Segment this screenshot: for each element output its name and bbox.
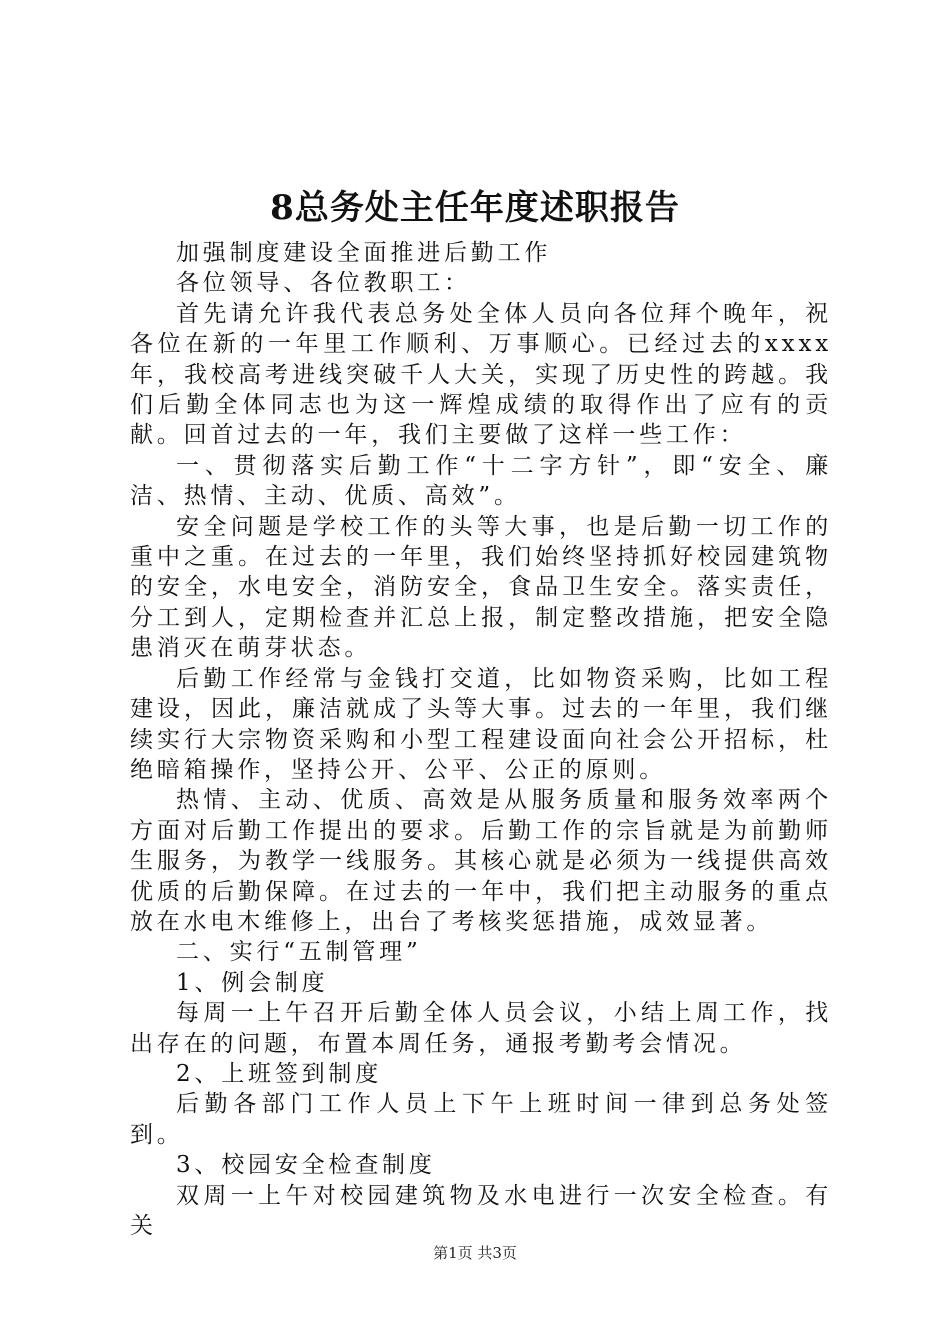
body-paragraph: 热情、主动、优质、高效是从服务质量和服务效率两个方面对后勤工作提出的要求。后勤工作的宗旨就是为前勤师生服务，为教学一线服务。其核心就是必须为一线提供高效优质的后勤保障。在过去的一年中，我们把主动服务的重点放在水电木维修上，出台了考核奖惩措施，成效显著。 bbox=[130, 787, 832, 935]
body-paragraph: 双周一上午对校园建筑物及水电进行一次安全检查。有关 bbox=[130, 1182, 832, 1239]
subsection-heading: 2、上班签到制度 bbox=[176, 1060, 383, 1087]
subsection-heading: 3、校园安全检查制度 bbox=[176, 1152, 436, 1179]
page-number-footer: 第1页 共3页 bbox=[433, 1244, 517, 1262]
subtitle-paragraph: 加强制度建设全面推进后勤工作 bbox=[176, 240, 552, 266]
subsection-heading: 1、例会制度 bbox=[176, 969, 329, 996]
document-title: 8总务处主任年度述职报告 bbox=[270, 188, 680, 228]
body-paragraph: 首先请允许我代表总务处全体人员向各位拜个晚年，祝各位在新的一年里工作顺利、万事顺心。已经过去的xxxx年，我校高考进线突破千人大关，实现了历史性的跨越。我们后勤全体同志也为这一辉煌成绩的取得作出了应有的贡献。回首过去的一年，我们主要做了这样一些工作： bbox=[130, 300, 832, 449]
section-heading: 二、实行“五制管理” bbox=[176, 939, 422, 966]
body-paragraph: 每周一上午召开后勤全体人员会议，小结上周工作，找出存在的问题，布置本周任务，通报考勤考会情况。 bbox=[130, 1000, 832, 1057]
section-heading: 一、贯彻落实后勤工作“十二字方针”，即“安全、廉洁、热情、主动、优质、高效”。 bbox=[130, 452, 832, 510]
body-paragraph: 后勤各部门工作人员上下午上班时间一律到总务处签到。 bbox=[130, 1091, 832, 1148]
document-body bbox=[130, 238, 832, 1241]
body-paragraph: 安全问题是学校工作的头等大事，也是后勤一切工作的重中之重。在过去的一年里，我们始终坚持抓好校园建筑物的安全，水电安全，消防安全，食品卫生安全。落实责任，分工到人，定期检查并汇总上报，制定整改措施，把安全隐患消灭在萌芽状态。 bbox=[130, 513, 832, 662]
body-paragraph: 后勤工作经常与金钱打交道，比如物资采购，比如工程建设，因此，廉洁就成了头等大事。过去的一年里，我们继续实行大宗物资采购和小型工程建设面向社会公开招标，杜绝暗箱操作，坚持公开、公平、公正的原则。 bbox=[130, 665, 832, 783]
salutation-paragraph: 各位领导、各位教职工： bbox=[176, 270, 471, 297]
